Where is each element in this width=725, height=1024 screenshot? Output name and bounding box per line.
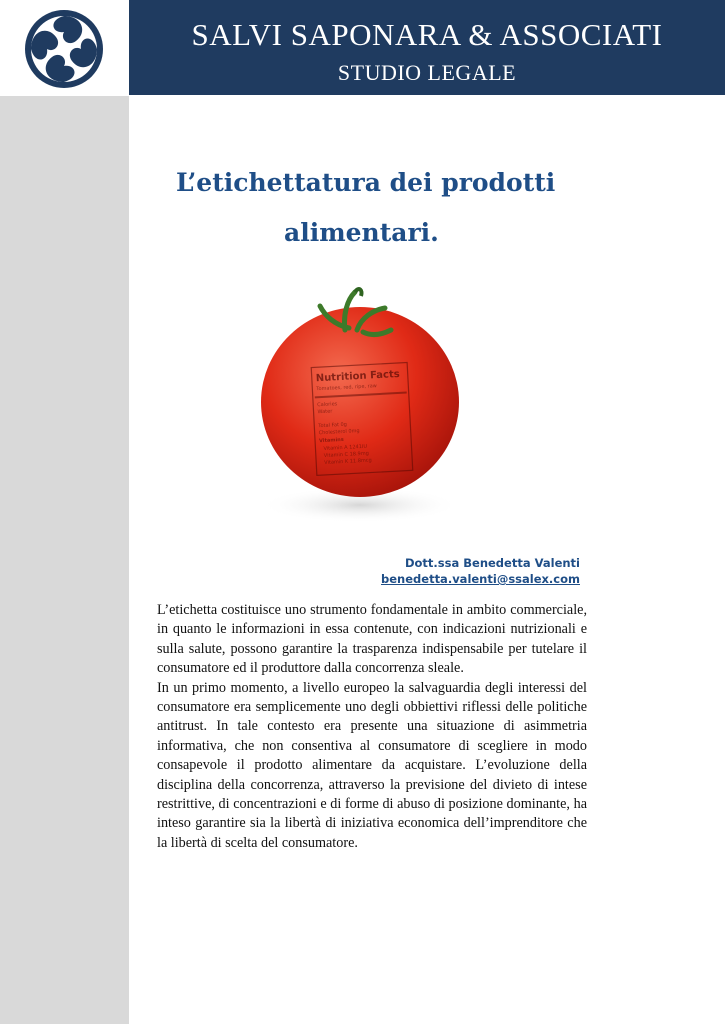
document-title-line2: alimentari. bbox=[284, 218, 439, 247]
tomato-image bbox=[245, 280, 475, 545]
label-row: Cholesterol 0mg bbox=[318, 428, 360, 437]
label-row: Total Fat 0g bbox=[318, 421, 348, 430]
label-subtitle: Tomatoes, red, ripe, raw bbox=[316, 383, 377, 393]
author-email-link[interactable]: benedetta.valenti@ssalex.com bbox=[381, 572, 580, 586]
firm-name: SALVI SAPONARA & ASSOCIATI bbox=[191, 17, 663, 52]
label-row: Water bbox=[317, 408, 333, 416]
document-title-line1: L’etichettatura dei prodotti bbox=[176, 168, 556, 197]
body-paragraph-1: L’etichetta costituisce uno strumento fondamentale in ambito commerciale, in quanto le informazioni in essa contenute, con indicazioni nutrizionali e sulla salute, possono garantire la trasparenza indispensabile per tutelare il consumatore ed il produttore dalla concorrenza sleale. bbox=[157, 602, 587, 677]
label-row: Vitamins bbox=[318, 436, 344, 445]
author-name: Dott.ssa Benedetta Valenti bbox=[404, 556, 580, 570]
firm-subtitle: STUDIO LEGALE bbox=[337, 60, 517, 85]
label-title: Nutrition Facts bbox=[315, 368, 400, 385]
letterhead-banner bbox=[129, 0, 725, 95]
label-row: Vitamin A 1241IU bbox=[323, 443, 368, 452]
swirl-logo-icon bbox=[22, 8, 106, 90]
label-row: Calories bbox=[317, 401, 338, 409]
body-paragraph-2: In un primo momento, a livello europeo la salvaguardia degli interessi del consumatore era semplicemente uno degli obbiettivi riflessi delle politiche antitrust. In tale contesto era presente una situazione di asimmetria informativa, che non consentiva al consumatore di scegliere in modo consapevole il prodotto alimentare da acquistare. L’evoluzione della disciplina della concorrenza, attraverso la previsione del divieto di intese restrittive, di concentrazioni e di forme di abuso di posizione dominante, ha inteso garantire sia la libertà di iniziativa economica dell’imprenditore che la libertà di scelta del consumatore. bbox=[157, 679, 587, 851]
label-row: Vitamin C 18.9mg bbox=[323, 450, 369, 459]
label-row: Vitamin K 11.8mcg bbox=[324, 457, 372, 466]
author-block bbox=[381, 555, 580, 587]
firm-logo bbox=[0, 0, 129, 96]
article-body bbox=[157, 601, 587, 853]
left-sidebar bbox=[0, 96, 129, 1024]
